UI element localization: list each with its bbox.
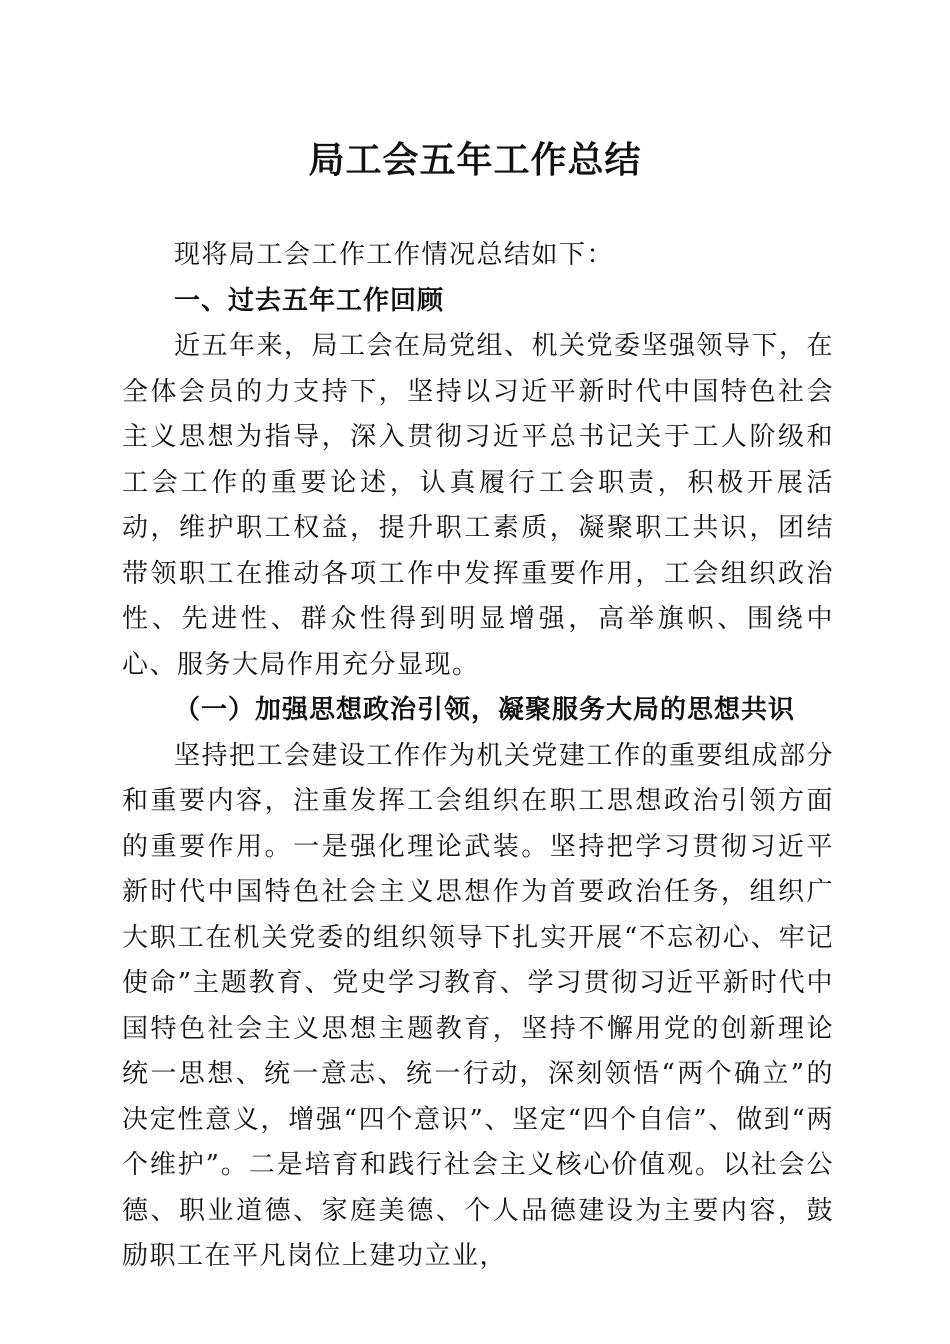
- document-title: 局工会五年工作总结: [308, 139, 642, 181]
- intro-paragraph: 现将局工会工作工作情况总结如下：: [174, 240, 615, 270]
- subsection-heading: （一）加强思想政治引领，凝聚服务大局的思想共识: [174, 695, 796, 725]
- section-paragraph: 近五年来，局工会在局党组、机关党委坚强领导下，在全体会员的力支持下，坚持以习近平新时代中国特色社会主义思想为指导，深入贯彻习近平总书记关于工人阶级和工会工作的重要论述，认真履行工会职责，积极开展活动，维护职工权益，提升职工素质，凝聚职工共识，团结带领职工在推动各项工作中发挥重要作用，工会组织政治性、先进性、群众性得到明显增强，高举旗帜、围绕中心、服务大局作用充分显现。: [122, 331, 835, 680]
- document-body: [122, 233, 834, 1280]
- subsection-paragraph: 坚持把工会建设工作作为机关党建工作的重要组成部分和重要内容，注重发挥工会组织在职工思想政治引领方面的重要作用。一是强化理论武装。坚持把学习贯彻习近平新时代中国特色社会主义思想作为首要政治任务，组织广大职工在机关党委的组织领导下扎实开展“不忘初心、牢记使命”主题教育、党史学习教育、学习贯彻习近平新时代中国特色社会主义思想主题教育，坚持不懈用党的创新理论统一思想、统一意志、统一行动，深刻领悟“两个确立”的决定性意义，增强“四个意识”、坚定“四个自信”、做到“两个维护”。二是培育和践行社会主义核心价值观。以社会公德、职业道德、家庭美德、个人品德建设为主要内容，鼓励职工在平凡岗位上建功立业，: [122, 740, 835, 1271]
- section-heading: 一、过去五年工作回顾: [174, 285, 445, 316]
